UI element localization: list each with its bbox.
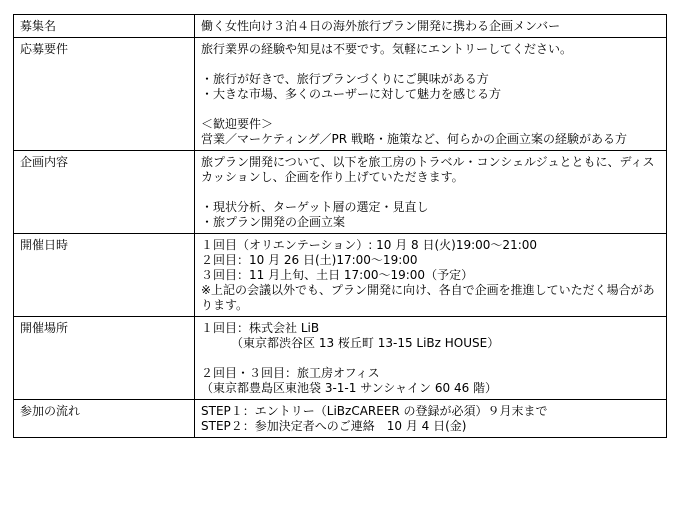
row-content (195, 38, 667, 151)
text-line: 旅プラン開発について、以下を旅工房のトラベル・コンシェルジュとともに、ディスカッションし、企画を作り上げていただきます。 (201, 155, 655, 184)
subheading: ＜歓迎要件＞ (201, 117, 274, 131)
row-label: 応募要件 (14, 38, 195, 151)
text-line: 働く女性向け３泊４日の海外旅行プラン開発に携わる企画メンバー (201, 19, 561, 33)
note-line: ※上記の会議以外でも、プラン開発に向け、各自で企画を推進していただく場合があります。 (201, 283, 655, 312)
step-line: STEP２：参加決定者へのご連絡 10 月 4 日(金) (201, 419, 467, 433)
address-line: （東京都豊島区東池袋 3-1-1 サンシャイン 60 46 階） (201, 381, 498, 395)
schedule-line: ３回目：11 月上旬、土日 17:00～19:00（予定） (201, 268, 474, 282)
row-label: 開催場所 (14, 317, 195, 400)
row-label: 募集名 (14, 15, 195, 38)
bullet-line: ・大きな市場、多くのユーザーに対して魅力を感じる方 (201, 87, 502, 101)
row-content (195, 151, 667, 234)
blank-line (201, 351, 660, 366)
row-content (195, 234, 667, 317)
schedule-line: １回目（オリエンテーション）: 10 月 8 日(火)19:00～21:00 (201, 238, 538, 252)
bullet-line: ・旅プラン開発の企画立案 (201, 215, 346, 229)
text-line: 旅行業界の経験や知見は不要です。気軽にエントリーしてください。 (201, 42, 573, 56)
row-recruitment-name (14, 15, 667, 38)
text-line: 営業／マーケティング／PR 戦略・施策など、何らかの企画立案の経験がある方 (201, 132, 627, 146)
blank-line (201, 185, 660, 200)
venue-line: ２回目・３回目：旅工房オフィス (201, 366, 380, 380)
address-line: （東京都渋谷区 13 桜丘町 13-15 LiBz HOUSE） (201, 336, 500, 350)
venue-line: １回目：株式会社 LiB (201, 321, 320, 335)
blank-line (201, 102, 660, 117)
bullet-line: ・現状分析、ターゲット層の選定・見直し (201, 200, 429, 214)
row-requirements (14, 38, 667, 151)
step-line: STEP１：エントリー（LiBzCAREER の登録が必須）９月末まで (201, 404, 548, 418)
schedule-line: ２回目：10 月 26 日(土)17:00～19:00 (201, 253, 418, 267)
row-content (195, 400, 667, 438)
blank-line (201, 57, 660, 72)
row-label: 開催日時 (14, 234, 195, 317)
row-project-content (14, 151, 667, 234)
row-schedule (14, 234, 667, 317)
row-content (195, 317, 667, 400)
bullet-line: ・旅行が好きで、旅行プランづくりにご興味がある方 (201, 72, 489, 86)
row-participation-flow (14, 400, 667, 438)
row-venue (14, 317, 667, 400)
job-details-table (13, 14, 667, 438)
row-label: 企画内容 (14, 151, 195, 234)
row-content (195, 15, 667, 38)
row-label: 参加の流れ (14, 400, 195, 438)
